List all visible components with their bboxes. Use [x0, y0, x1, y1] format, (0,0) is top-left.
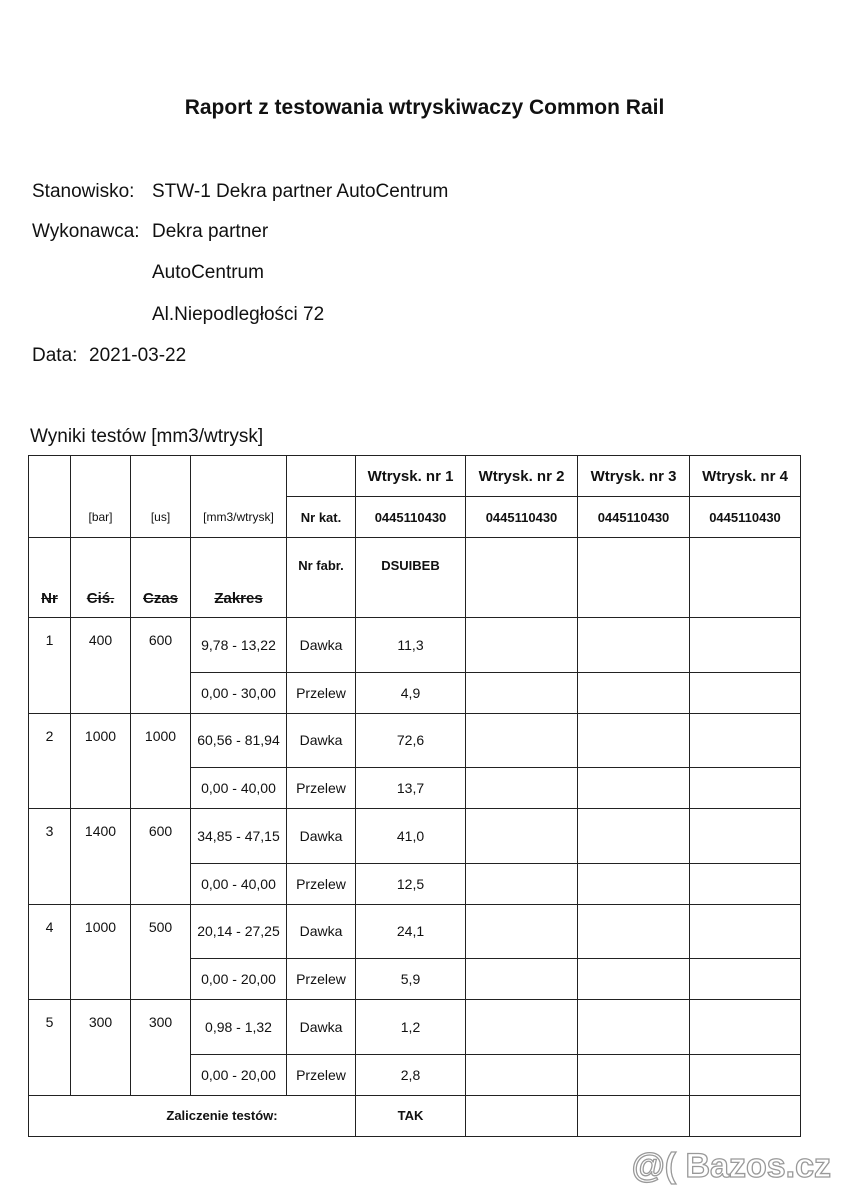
- przelew-zakres: 0,00 - 20,00: [191, 1054, 287, 1095]
- col-nr: Nr: [29, 538, 71, 618]
- dawka-label: Dawka: [287, 904, 356, 959]
- empty-cell: [690, 904, 801, 959]
- test-nr: 2: [29, 713, 71, 768]
- empty-cell: [131, 959, 191, 1000]
- empty-cell: [690, 618, 801, 673]
- test-row-przelew: [29, 959, 801, 1000]
- dawka-value: 72,6: [356, 713, 466, 768]
- test-row-dawka: [29, 904, 801, 959]
- injector-header: Wtrysk. nr 2: [466, 456, 578, 497]
- przelew-value: 2,8: [356, 1054, 466, 1095]
- empty-cell: [578, 959, 690, 1000]
- test-row-przelew: [29, 863, 801, 904]
- summary-value: TAK: [356, 1095, 466, 1136]
- empty-cell: [131, 768, 191, 809]
- empty-cell: [578, 809, 690, 864]
- nr-kat: 0445110430: [578, 497, 690, 538]
- nr-fabr-label: Nr fabr.: [287, 538, 356, 618]
- empty-cell: [690, 768, 801, 809]
- dawka-value: 11,3: [356, 618, 466, 673]
- test-row-przelew: [29, 672, 801, 713]
- nr-fabr: DSUIBEB: [356, 538, 466, 618]
- test-row-dawka: [29, 809, 801, 864]
- przelew-label: Przelew: [287, 863, 356, 904]
- nr-fabr: [690, 538, 801, 618]
- col-zakres: Zakres: [191, 538, 287, 618]
- empty-cell: [131, 672, 191, 713]
- empty-cell: [578, 904, 690, 959]
- test-cis: 300: [71, 1000, 131, 1055]
- przelew-value: 13,7: [356, 768, 466, 809]
- col-cis: Ciś.: [71, 538, 131, 618]
- wykonawca-label: Wykonawca:: [32, 221, 140, 242]
- unit-us: [us]: [131, 497, 191, 538]
- przelew-label: Przelew: [287, 1054, 356, 1095]
- watermark: @( Bazos.cz: [631, 1147, 831, 1185]
- nr-kat: 0445110430: [690, 497, 801, 538]
- summary-value: [466, 1095, 578, 1136]
- test-czas: 600: [131, 809, 191, 864]
- przelew-zakres: 0,00 - 30,00: [191, 672, 287, 713]
- results-table: [28, 455, 801, 1137]
- empty-cell: [29, 863, 71, 904]
- empty-cell: [466, 1000, 578, 1055]
- empty-cell: [578, 1054, 690, 1095]
- dawka-label: Dawka: [287, 713, 356, 768]
- test-czas: 1000: [131, 713, 191, 768]
- empty-cell: [71, 863, 131, 904]
- przelew-zakres: 0,00 - 40,00: [191, 863, 287, 904]
- test-nr: 3: [29, 809, 71, 864]
- nr-kat: 0445110430: [356, 497, 466, 538]
- przelew-value: 12,5: [356, 863, 466, 904]
- empty-cell: [466, 672, 578, 713]
- dawka-zakres: 0,98 - 1,32: [191, 1000, 287, 1055]
- test-cis: 1000: [71, 713, 131, 768]
- przelew-zakres: 0,00 - 40,00: [191, 768, 287, 809]
- injector-header: Wtrysk. nr 1: [356, 456, 466, 497]
- stanowisko-label: Stanowisko:: [32, 181, 135, 202]
- injector-header: Wtrysk. nr 3: [578, 456, 690, 497]
- unit-mm3: [mm3/wtrysk]: [191, 497, 287, 538]
- test-row-dawka: [29, 713, 801, 768]
- dawka-value: 41,0: [356, 809, 466, 864]
- empty-cell: [690, 1054, 801, 1095]
- test-nr: 4: [29, 904, 71, 959]
- dawka-label: Dawka: [287, 1000, 356, 1055]
- col-czas: Czas: [131, 538, 191, 618]
- nr-fabr: [466, 538, 578, 618]
- empty-cell: [466, 768, 578, 809]
- empty-cell: [71, 768, 131, 809]
- empty-cell: [690, 959, 801, 1000]
- empty-cell: [690, 1000, 801, 1055]
- przelew-label: Przelew: [287, 768, 356, 809]
- header-row-units: [29, 497, 801, 538]
- empty-cell: [466, 713, 578, 768]
- empty-cell: [131, 1054, 191, 1095]
- report-title: Raport z testowania wtryskiwaczy Common Rail: [184, 96, 665, 119]
- test-cis: 1000: [71, 904, 131, 959]
- data-value: 2021-03-22: [89, 345, 187, 366]
- wykonawca-line: Al.Niepodległości 72: [152, 304, 325, 325]
- przelew-label: Przelew: [287, 672, 356, 713]
- test-row-przelew: [29, 768, 801, 809]
- empty-cell: [131, 863, 191, 904]
- summary-row: [29, 1095, 801, 1136]
- empty-cell: [578, 863, 690, 904]
- empty-cell: [578, 618, 690, 673]
- dawka-zakres: 60,56 - 81,94: [191, 713, 287, 768]
- empty-cell: [71, 672, 131, 713]
- dawka-zakres: 34,85 - 47,15: [191, 809, 287, 864]
- empty-cell: [466, 863, 578, 904]
- empty-cell: [71, 959, 131, 1000]
- empty-cell: [690, 809, 801, 864]
- nr-kat-label: Nr kat.: [287, 497, 356, 538]
- dawka-zakres: 20,14 - 27,25: [191, 904, 287, 959]
- przelew-value: 4,9: [356, 672, 466, 713]
- empty-cell: [29, 672, 71, 713]
- summary-label: Zaliczenie testów:: [29, 1095, 356, 1136]
- test-row-przelew: [29, 1054, 801, 1095]
- dawka-label: Dawka: [287, 618, 356, 673]
- wykonawca-line: Dekra partner: [152, 221, 269, 242]
- test-czas: 300: [131, 1000, 191, 1055]
- empty-cell: [466, 618, 578, 673]
- data-label: Data:: [32, 345, 78, 366]
- section-title: Wyniki testów [mm3/wtrysk]: [30, 426, 264, 447]
- test-row-dawka: [29, 618, 801, 673]
- przelew-value: 5,9: [356, 959, 466, 1000]
- unit-bar: [bar]: [71, 497, 131, 538]
- empty-cell: [578, 713, 690, 768]
- empty-cell: [578, 768, 690, 809]
- dawka-value: 24,1: [356, 904, 466, 959]
- empty-cell: [29, 768, 71, 809]
- nr-fabr: [578, 538, 690, 618]
- empty-cell: [466, 809, 578, 864]
- empty-cell: [466, 959, 578, 1000]
- empty-cell: [466, 904, 578, 959]
- summary-value: [578, 1095, 690, 1136]
- header-row-columns: [29, 538, 801, 618]
- test-cis: 1400: [71, 809, 131, 864]
- empty-cell: [578, 1000, 690, 1055]
- dawka-label: Dawka: [287, 809, 356, 864]
- summary-value: [690, 1095, 801, 1136]
- dawka-value: 1,2: [356, 1000, 466, 1055]
- empty-cell: [578, 672, 690, 713]
- wykonawca-line: AutoCentrum: [152, 262, 264, 283]
- injector-header: Wtrysk. nr 4: [690, 456, 801, 497]
- empty-cell: [690, 672, 801, 713]
- header-row-injectors: [29, 456, 801, 497]
- przelew-zakres: 0,00 - 20,00: [191, 959, 287, 1000]
- test-row-dawka: [29, 1000, 801, 1055]
- test-czas: 500: [131, 904, 191, 959]
- dawka-zakres: 9,78 - 13,22: [191, 618, 287, 673]
- stanowisko-value: STW-1 Dekra partner AutoCentrum: [152, 181, 449, 202]
- nr-kat: 0445110430: [466, 497, 578, 538]
- test-nr: 1: [29, 618, 71, 673]
- empty-cell: [690, 863, 801, 904]
- test-nr: 5: [29, 1000, 71, 1055]
- test-czas: 600: [131, 618, 191, 673]
- empty-cell: [29, 1054, 71, 1095]
- empty-cell: [29, 959, 71, 1000]
- przelew-label: Przelew: [287, 959, 356, 1000]
- empty-cell: [71, 1054, 131, 1095]
- test-cis: 400: [71, 618, 131, 673]
- empty-cell: [466, 1054, 578, 1095]
- empty-cell: [690, 713, 801, 768]
